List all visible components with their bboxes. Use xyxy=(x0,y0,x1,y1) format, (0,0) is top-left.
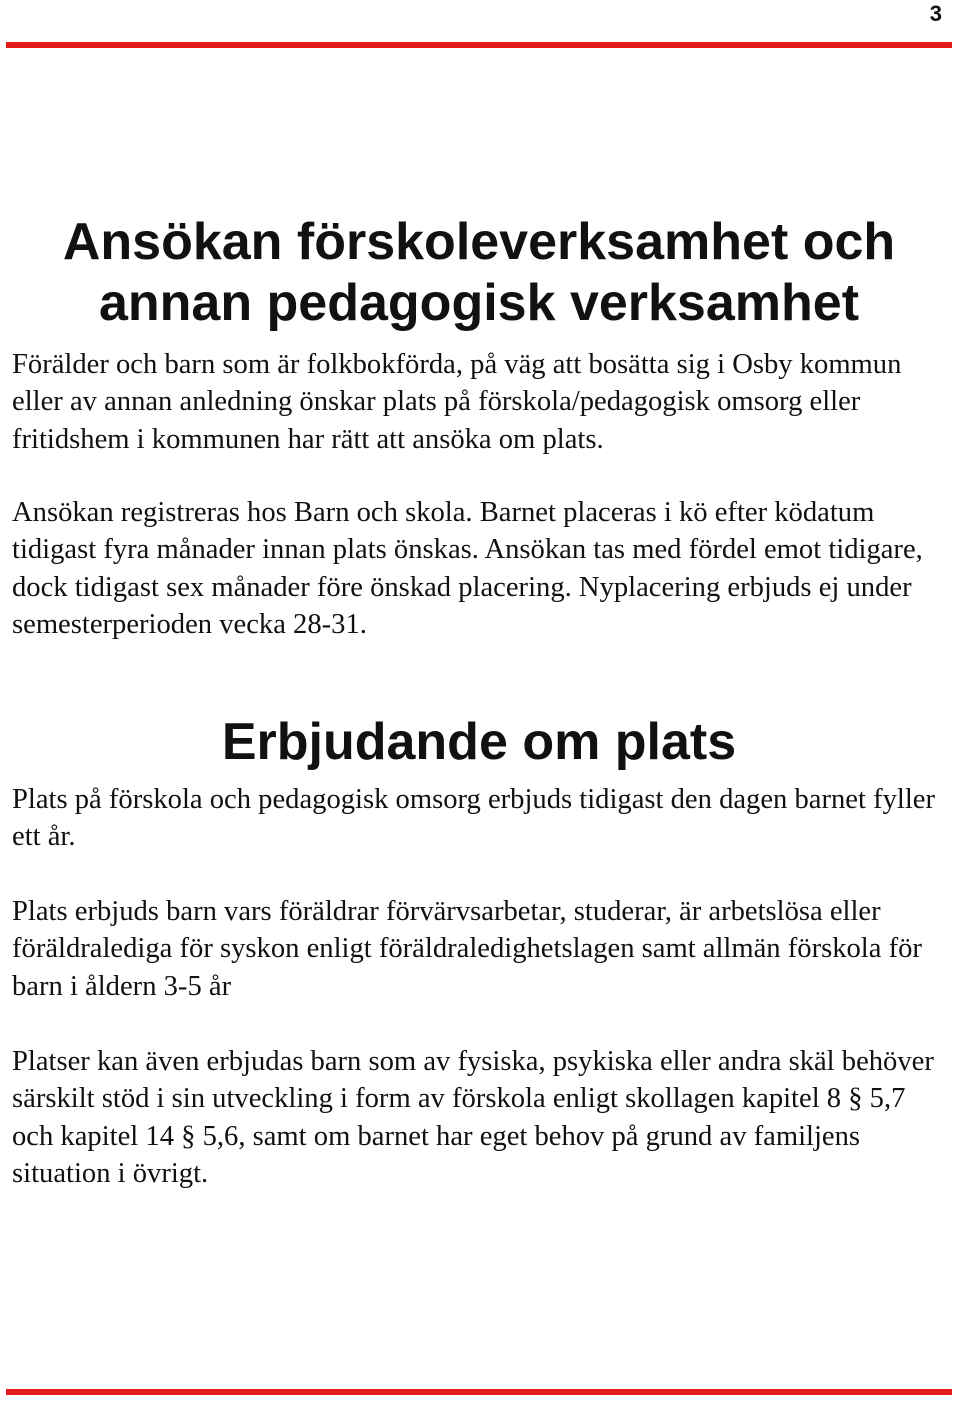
top-divider xyxy=(6,42,952,48)
paragraph-offer-age: Plats på förskola och pedagogisk omsorg erbjuds tidigast den dagen barnet fyller ett år. xyxy=(12,784,935,853)
paragraph-special-support: Platser kan även erbjudas barn som av fysiska, psykiska eller andra skäl behöver särskilt stöd i sin utveckling i form av förskola enligt skollagen kapitel 8 § 5,7 och kapitel 14 § 5,6, samt om barnet har eget behov på grund av familjens situation i övrigt. xyxy=(12,1046,934,1189)
paragraph-registration: Ansökan registreras hos Barn och skola. Barnet placeras i kö efter ködatum tidigast fyra månader innan plats önskas. Ansökan tas med fördel emot tidigare, dock tidigast sex månader före önskad placering. Nyplacering erbjuds ej under semesterperioden vecka 28-31. xyxy=(12,497,923,640)
paragraph-offer-criteria: Plats erbjuds barn vars föräldrar förvärvsarbetar, studerar, är arbetslösa eller föräldralediga för syskon enligt föräldraledighetslagen samt allmän förskola för barn i åldern 3-5 år xyxy=(12,896,922,1002)
page-number: 3 xyxy=(929,1,942,26)
page-title-line1: Ansökan förskoleverksamhet och xyxy=(62,213,896,271)
bottom-divider xyxy=(6,1389,952,1395)
page-title xyxy=(12,212,946,334)
paragraph-eligibility: Förälder och barn som är folkbokförda, på väg att bosätta sig i Osby kommun eller av annan anledning önskar plats på förskola/pedagogisk omsorg eller fritidshem i kommunen har rätt att ansöka om plats. xyxy=(12,349,902,455)
section-heading-offer: Erbjudande om plats xyxy=(221,713,737,771)
page-title-line2: annan pedagogisk verksamhet xyxy=(98,274,860,332)
